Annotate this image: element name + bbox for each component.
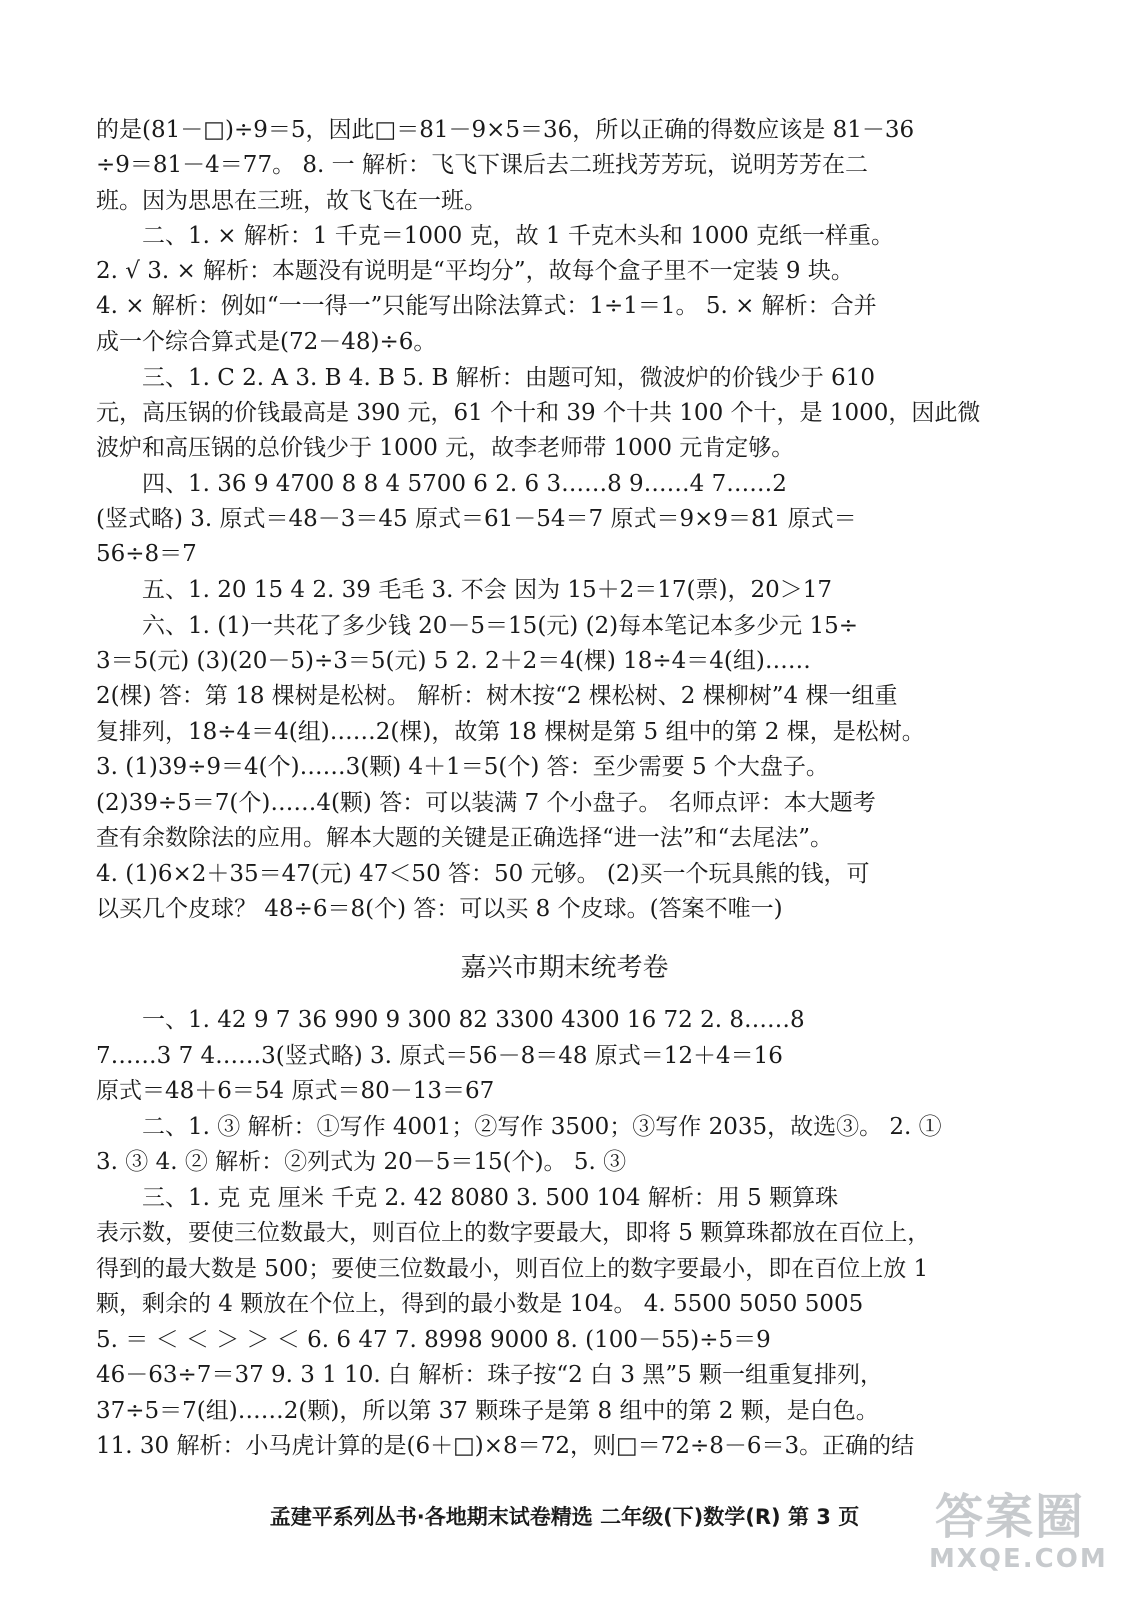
answer-line: ÷9＝81－4＝77。 8. 一 解析：飞飞下课后去二班找芳芳玩，说明芳芳在二 [96, 152, 868, 178]
answer-line: 成一个综合算式是(72－48)÷6。 [96, 329, 437, 355]
answer-line: 六、1. (1)一共花了多少钱 20－5＝15(元) (2)每本笔记本多少元 15÷ [142, 613, 858, 639]
answer-line: 得到的最大数是 500；要使三位数最小，则百位上的数字要最小，即在百位上放 1 [96, 1256, 929, 1282]
answer-line: 查有余数除法的应用。解本大题的关键是正确选择“进一法”和“去尾法”。 [96, 825, 834, 851]
answer-line: 11. 30 解析：小马虎计算的是(6＋□)×8＝72，则□＝72÷8－6＝3。正确的结 [96, 1433, 915, 1459]
answer-line: 四、1. 36 9 4700 8 8 4 5700 6 2. 6 3……8 9……4 7……2 [142, 471, 787, 497]
answer-line: 一、1. 42 9 7 36 990 9 300 82 3300 4300 16 72 2. 8……8 [142, 1007, 805, 1033]
watermark-logo [915, 1478, 1115, 1588]
answer-line: 4. (1)6×2＋35＝47(元) 47＜50 答：50 元够。 (2)买一个玩具熊的钱，可 [96, 861, 870, 887]
answer-line: 3. (1)39÷9＝4(个)……3(颗) 4＋1＝5(个) 答：至少需要 5 个大盘子。 [96, 754, 829, 780]
section-title: 嘉兴市期末统考卷 [460, 953, 669, 983]
answer-line: 46－63÷7＝37 9. 3 1 10. 白 解析：珠子按“2 白 3 黑”5 颗一组重复排列， [96, 1362, 884, 1388]
answer-line: 2. √ 3. × 解析：本题没有说明是“平均分”，故每个盒子里不一定装 9 块。 [96, 258, 854, 284]
answer-line: 复排列，18÷4＝4(组)……2(棵)，故第 18 棵树是第 5 组中的第 2 棵，是松树。 [96, 719, 925, 745]
answer-line: 原式＝48＋6＝54 原式＝80－13＝67 [96, 1078, 495, 1104]
answer-line: 颗，剩余的 4 颗放在个位上，得到的最小数是 104。 4. 5500 5050 5005 [96, 1291, 864, 1317]
answer-line: 三、1. C 2. A 3. B 4. B 5. B 解析：由题可知，微波炉的价钱少于 610 [142, 365, 875, 391]
answer-line: 波炉和高压锅的总价钱少于 1000 元，故李老师带 1000 元肯定够。 [96, 435, 795, 461]
answer-line: 4. × 解析：例如“一一得一”只能写出除法算式：1÷1＝1。 5. × 解析：合并 [96, 293, 877, 319]
watermark-site: MXQE.COM [929, 1544, 1108, 1574]
answer-line: 以买几个皮球？ 48÷6＝8(个) 答：可以买 8 个皮球。(答案不唯一) [96, 896, 783, 922]
answer-line: 7……3 7 4……3(竖式略) 3. 原式＝56－8＝48 原式＝12＋4＝16 [96, 1043, 783, 1069]
answer-line: 三、1. 克 克 厘米 千克 2. 42 8080 3. 500 104 解析：用 5 颗算珠 [142, 1185, 839, 1211]
watermark-logo-text: 答案圈 [935, 1489, 1086, 1545]
answer-line: 的是(81－□)÷9＝5，因此□＝81－9×5＝36，所以正确的得数应该是 81－36 [96, 117, 915, 143]
answer-line: 56÷8＝7 [96, 541, 197, 567]
answer-line: 五、1. 20 15 4 2. 39 毛毛 3. 不会 因为 15＋2＝17(票)，20＞17 [142, 577, 833, 603]
page-footer: 孟建平系列丛书·各地期末试卷精选 二年级(下)数学(R) 第 3 页 [269, 1505, 860, 1529]
answer-line: 37÷5＝7(组)……2(颗)，所以第 37 颗珠子是第 8 组中的第 2 颗，是白色。 [96, 1398, 879, 1424]
answer-line: 元，高压锅的价钱最高是 390 元，61 个十和 39 个十共 100 个十，是 1000，因此微 [96, 400, 981, 426]
answer-line: 班。因为思思在三班，故飞飞在一班。 [96, 188, 487, 214]
answer-line: 2(棵) 答：第 18 棵树是松树。 解析：树木按“2 棵松树、2 棵柳树”4 棵一组重 [96, 683, 898, 709]
answer-line: 二、1. × 解析：1 千克＝1000 克，故 1 千克木头和 1000 克纸一样重。 [142, 223, 895, 249]
answer-line: 5. ＝ ＜ ＜ ＞ ＞ ＜ 6. 6 47 7. 8998 9000 8. (100－55)÷5＝9 [96, 1327, 771, 1353]
answer-line: (竖式略) 3. 原式＝48－3＝45 原式＝61－54＝7 原式＝9×9＝81 原式＝ [96, 506, 857, 532]
answer-line: 表示数，要使三位数最大，则百位上的数字要最大，即将 5 颗算珠都放在百位上， [96, 1220, 931, 1246]
answer-line: 3. ③ 4. ② 解析：②列式为 20－5＝15(个)。 5. ③ [96, 1149, 627, 1175]
answer-line: 二、1. ③ 解析：①写作 4001；②写作 3500；③写作 2035，故选③。 2. ① [142, 1114, 942, 1140]
answer-line: 3＝5(元) (3)(20－5)÷3＝5(元) 5 2. 2＋2＝4(棵) 18÷4＝4(组)…… [96, 648, 811, 674]
answer-line: (2)39÷5＝7(个)……4(颗) 答：可以装满 7 个小盘子。 名师点评：本大题考 [96, 790, 876, 816]
